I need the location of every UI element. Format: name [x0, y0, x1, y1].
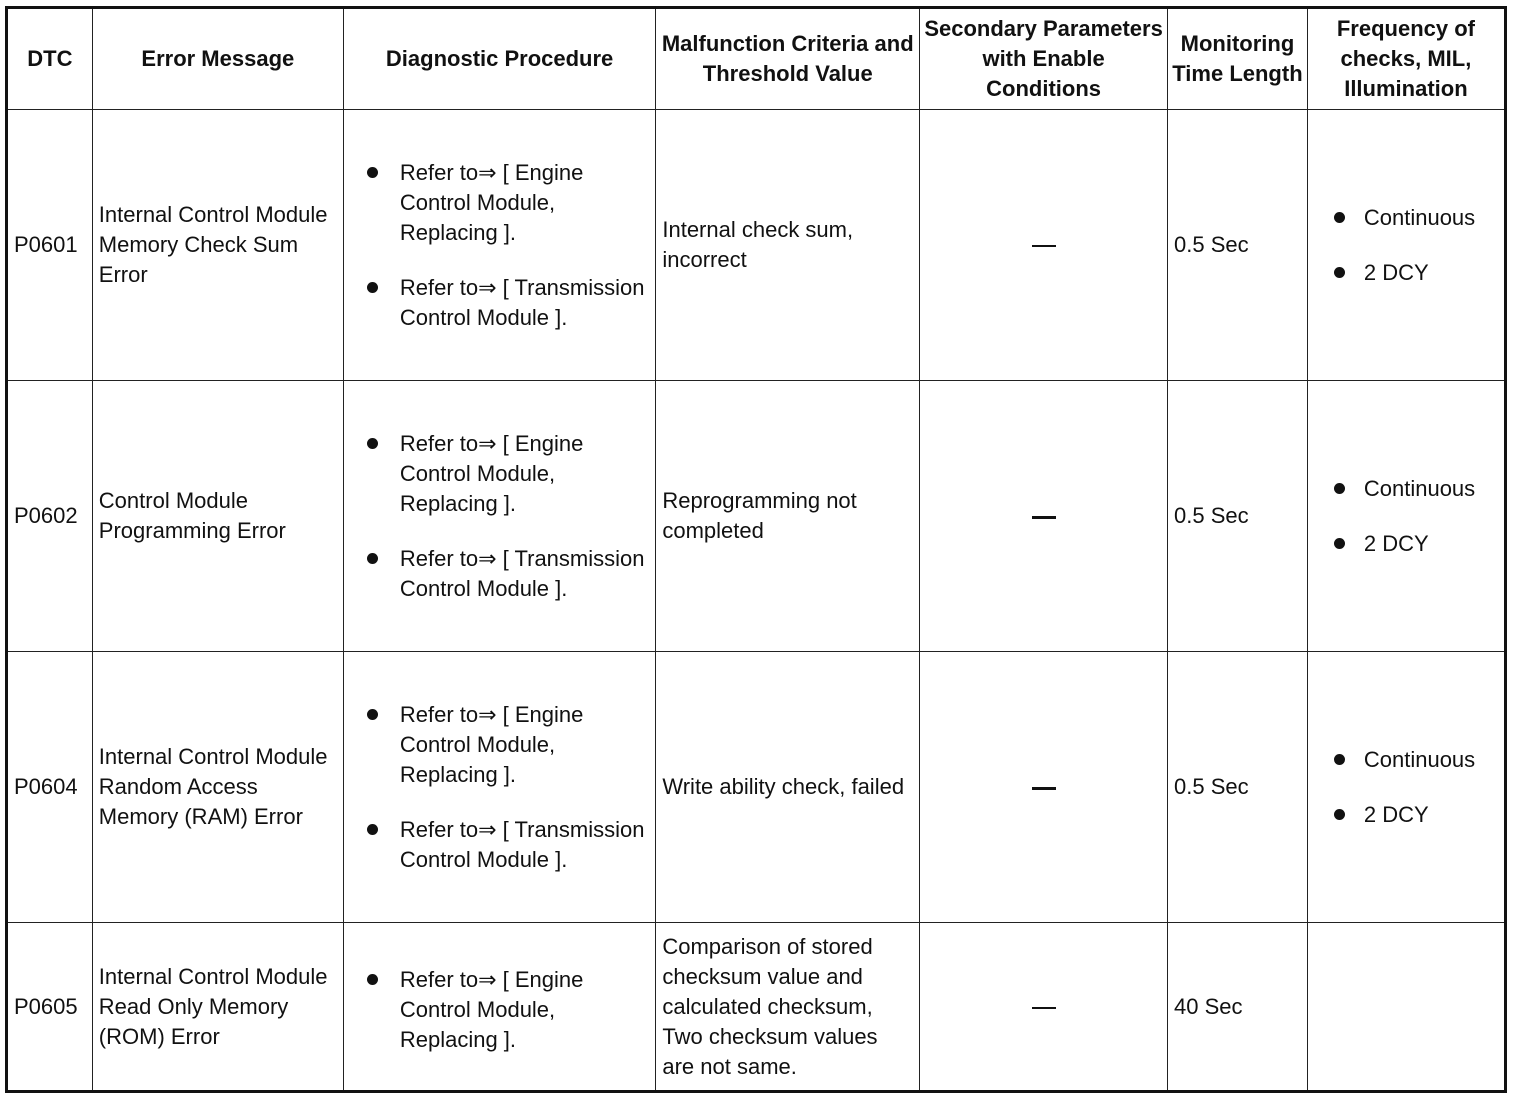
dtc-code: P0604	[7, 652, 93, 923]
header-dtc: DTC	[7, 8, 93, 110]
monitoring-time: 40 Sec	[1168, 923, 1308, 1092]
bullet-icon	[1334, 212, 1345, 223]
dash-icon	[1032, 516, 1056, 519]
error-message: Control Module Programming Error	[92, 381, 343, 652]
frequency	[1307, 923, 1505, 1092]
frequency	[1307, 110, 1505, 381]
table-row	[7, 381, 1506, 652]
frequency-item: 2 DCY	[1314, 800, 1498, 830]
dtc-table	[5, 6, 1507, 1093]
procedure-item[interactable]: Refer to⇒ [ Engine Control Module, Replacing ].	[350, 158, 650, 248]
header-row	[7, 8, 1506, 110]
bullet-icon	[1334, 267, 1345, 278]
bullet-icon	[1334, 483, 1345, 494]
frequency-item: 2 DCY	[1314, 529, 1498, 559]
header-diagnostic-procedure: Diagnostic Procedure	[343, 8, 656, 110]
table-row	[7, 110, 1506, 381]
bullet-icon	[367, 438, 378, 449]
bullet-icon	[367, 167, 378, 178]
diagnostic-procedure	[343, 381, 656, 652]
error-message: Internal Control Module Random Access Memory (RAM) Error	[92, 652, 343, 923]
malfunction-criteria: Comparison of stored checksum value and calculated checksum, Two checksum values are not same.	[656, 923, 920, 1092]
dtc-code: P0602	[7, 381, 93, 652]
dash-icon	[1032, 245, 1056, 247]
monitoring-time: 0.5 Sec	[1168, 110, 1308, 381]
secondary-parameters	[920, 110, 1168, 381]
header-frequency: Frequency of checks, MIL, Illumination	[1307, 8, 1505, 110]
malfunction-criteria: Reprogramming not completed	[656, 381, 920, 652]
procedure-item[interactable]: Refer to⇒ [ Engine Control Module, Replacing ].	[350, 700, 650, 790]
bullet-icon	[1334, 754, 1345, 765]
bullet-icon	[367, 709, 378, 720]
header-error-message: Error Message	[92, 8, 343, 110]
malfunction-criteria: Internal check sum, incorrect	[656, 110, 920, 381]
table-row	[7, 923, 1506, 1092]
dash-icon	[1032, 787, 1056, 790]
dtc-code: P0601	[7, 110, 93, 381]
bullet-icon	[367, 824, 378, 835]
frequency-item: 2 DCY	[1314, 258, 1498, 288]
frequency	[1307, 652, 1505, 923]
error-message: Internal Control Module Read Only Memory (ROM) Error	[92, 923, 343, 1092]
header-malfunction-criteria: Malfunction Criteria and Threshold Value	[656, 8, 920, 110]
procedure-item[interactable]: Refer to⇒ [ Engine Control Module, Replacing ].	[350, 429, 650, 519]
bullet-icon	[367, 282, 378, 293]
table-row	[7, 652, 1506, 923]
procedure-item[interactable]: Refer to⇒ [ Transmission Control Module ].	[350, 815, 650, 875]
header-secondary-parameters: Secondary Parameters with Enable Conditions	[920, 8, 1168, 110]
frequency-item: Continuous	[1314, 474, 1498, 504]
diagnostic-procedure	[343, 652, 656, 923]
bullet-icon	[367, 553, 378, 564]
diagnostic-procedure	[343, 110, 656, 381]
monitoring-time: 0.5 Sec	[1168, 652, 1308, 923]
bullet-icon	[1334, 538, 1345, 549]
bullet-icon	[1334, 809, 1345, 820]
dash-icon	[1032, 1007, 1056, 1009]
frequency	[1307, 381, 1505, 652]
monitoring-time: 0.5 Sec	[1168, 381, 1308, 652]
dtc-code: P0605	[7, 923, 93, 1092]
diagnostic-procedure	[343, 923, 656, 1092]
secondary-parameters	[920, 381, 1168, 652]
error-message: Internal Control Module Memory Check Sum Error	[92, 110, 343, 381]
malfunction-criteria: Write ability check, failed	[656, 652, 920, 923]
frequency-item: Continuous	[1314, 745, 1498, 775]
secondary-parameters	[920, 923, 1168, 1092]
procedure-item[interactable]: Refer to⇒ [ Transmission Control Module ].	[350, 273, 650, 333]
frequency-item: Continuous	[1314, 203, 1498, 233]
bullet-icon	[367, 974, 378, 985]
procedure-item[interactable]: Refer to⇒ [ Engine Control Module, Replacing ].	[350, 965, 650, 1055]
procedure-item[interactable]: Refer to⇒ [ Transmission Control Module ].	[350, 544, 650, 604]
header-monitoring-time: Monitoring Time Length	[1168, 8, 1308, 110]
secondary-parameters	[920, 652, 1168, 923]
